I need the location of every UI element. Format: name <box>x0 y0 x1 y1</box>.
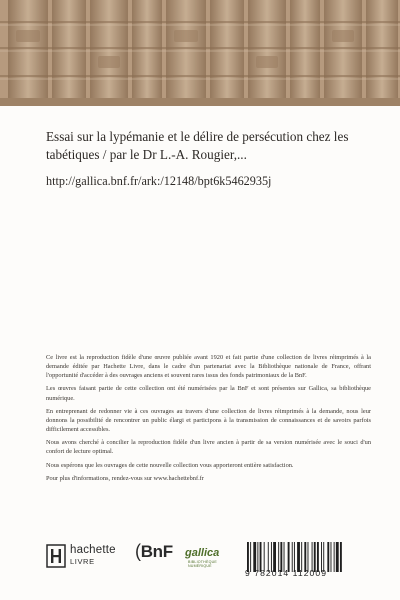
gallica-logo-text: gallica <box>185 547 220 559</box>
bookshelf-illustration <box>0 0 400 106</box>
description-paragraph: Nous avons cherché à concilier la reproduction fidèle d'un livre ancien à partir de sa version numérisée avec le souci d'un confort de lecture optimal. <box>46 439 371 456</box>
bookshelf-banner-image <box>0 0 400 106</box>
description-paragraph: Ce livre est la reproduction fidèle d'une œuvre publiée avant 1920 et fait partie d'une collection de livres réimprimés à la demande éditée par Hachette Livre, dans le cadre d'un partenariat avec la Bibliothèque nationale de France, offrant l'opportunité d'accéder à des ouvrages anciens et souvent rares issus des fonds patrimoniaux de la BnF. <box>46 354 371 380</box>
gallica-logo-subtitle: BIBLIOTHÈQUE NUMÉRIQUE <box>188 560 217 568</box>
hachette-logo-icon <box>46 544 66 568</box>
gallica-url[interactable]: http://gallica.bnf.fr/ark:/12148/bpt6k5462935j <box>46 174 272 188</box>
bnf-bracket-icon: ( <box>135 541 141 561</box>
bnf-logo-text: BnF <box>140 542 173 561</box>
book-title: Essai sur la lypémanie et le délire de persécution chez les tabétiques / par le Dr L.-A. Rougier,... <box>46 129 349 162</box>
publisher-description <box>46 353 371 487</box>
hachette-livre-logo <box>46 544 126 568</box>
barcode-digits: 9 782014 112009 <box>245 568 328 578</box>
description-paragraph: Nous espérons que les ouvrages de cette nouvelle collection vous apporteront entière satisfaction. <box>46 461 294 469</box>
hachette-name: hachette <box>70 544 116 556</box>
bnf-logo <box>135 541 173 562</box>
description-paragraph: Pour plus d'informations, rendez-vous sur www.hachettebnf.fr <box>46 474 204 482</box>
description-paragraph: Les œuvres faisant partie de cette collection ont été numérisées par la BnF et sont présentes sur Gallica, sa bibliothèque numérique. <box>46 385 371 402</box>
hachette-livre-label: LIVRE <box>70 557 95 566</box>
gallica-logo <box>185 543 227 571</box>
description-paragraph: En entreprenant de redonner vie à ces ouvrages au travers d'une collection de livres réimprimés à la demande, nous leur donnons la possibilité de rencontrer un public élargi et participons à la transmission de connaissances et de savoirs parfois difficilement accessibles. <box>46 407 371 434</box>
logos-row <box>46 541 376 578</box>
